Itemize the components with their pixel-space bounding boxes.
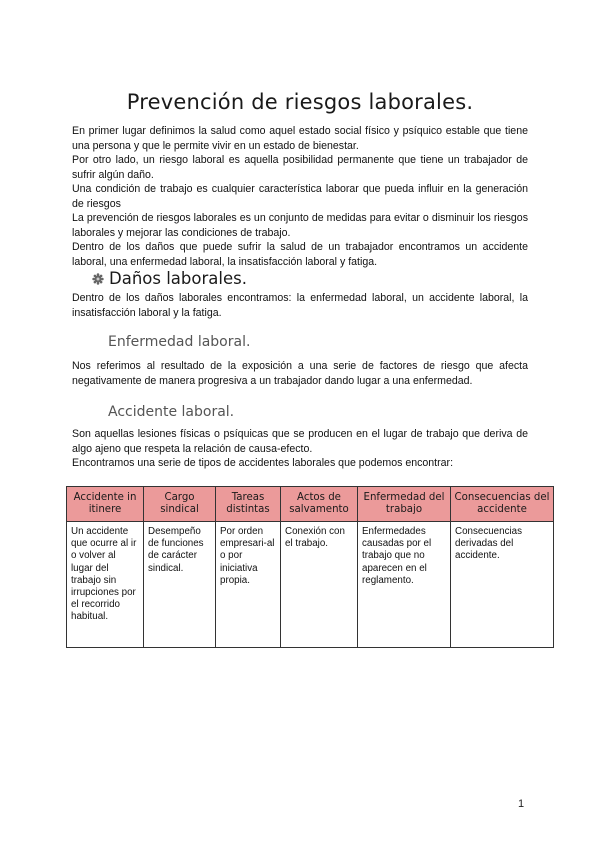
heading-accidente-laboral: Accidente laboral. — [108, 404, 235, 420]
intro-text — [72, 124, 528, 269]
danos-text — [72, 291, 528, 320]
header-enfermedad-del-trabajo: Enfermedad del trabajo — [358, 487, 451, 522]
page-number: 1 — [518, 798, 525, 810]
enfermedad-text — [72, 359, 528, 388]
header-tareas-distintas: Tareas distintas — [216, 487, 281, 522]
table-cell: Por orden empresari-al o por iniciativa propia. — [216, 522, 281, 648]
heading-danos-laborales — [92, 269, 247, 288]
table-cell: Enfermedades causadas por el trabajo que no aparecen en el reglamento. — [358, 522, 451, 648]
table-cell: Desempeño de funciones de carácter sindical. — [144, 522, 216, 648]
paragraph-accidente: Son aquellas lesiones físicas o psíquicas que se producen en el lugar de trabajo que deriva de algo ajeno que respeta la relación de causa-efecto. — [72, 428, 528, 455]
table-cell: Un accidente que ocurre al ir o volver al lugar del trabajo sin irrupciones por el recorrido habitual. — [67, 522, 144, 648]
gear-bullet-icon — [92, 273, 104, 285]
paragraph-tipos: Encontramos una serie de tipos de accidentes laborales que podemos encontrar: — [72, 457, 454, 469]
paragraph-condicion: Una condición de trabajo es cualquier característica laborar que pueda influir en la generación de riesgos — [72, 183, 528, 210]
paragraph-riesgo: Por otro lado, un riesgo laboral es aquella posibilidad permanente que tiene un trabajador de sufrir algún daño. — [72, 154, 528, 181]
accidente-text — [72, 427, 528, 471]
paragraph-salud: En primer lugar definimos la salud como aquel estado social físico y psíquico estable que tiene una persona y que le permite vivir en un estado de bienestar. — [72, 125, 528, 152]
table-row — [67, 522, 554, 648]
page-title: Prevención de riesgos laborales. — [126, 90, 474, 114]
table-cell: Conexión con el trabajo. — [281, 522, 358, 648]
accident-types-table — [66, 486, 554, 648]
heading-enfermedad-laboral: Enfermedad laboral. — [108, 334, 251, 350]
header-actos-de-salvamento: Actos de salvamento — [281, 487, 358, 522]
paragraph-danos-intro: Dentro de los daños que puede sufrir la salud de un trabajador encontramos un accidente laboral, una enfermedad laboral, la insatisfacción laboral y fatiga. — [72, 241, 528, 268]
paragraph-enfermedad: Nos referimos al resultado de la exposición a una serie de factores de riesgo que afecta negativamente de manera progresiva a un trabajador dando lugar a una enfermedad. — [72, 360, 528, 387]
header-consecuencias-del-accidente: Consecuencias del accidente — [451, 487, 554, 522]
header-cargo-sindical: Cargo sindical — [144, 487, 216, 522]
table-header-row — [67, 487, 554, 522]
paragraph-prevencion: La prevención de riesgos laborales es un conjunto de medidas para evitar o disminuir los riesgos laborales y mejorar las condiciones de trabajo. — [72, 212, 528, 239]
heading-text: Daños laborales. — [109, 269, 247, 288]
header-accidente-in-itinere: Accidente in itinere — [67, 487, 144, 522]
table-cell: Consecuencias derivadas del accidente. — [451, 522, 554, 648]
paragraph-danos: Dentro de los daños laborales encontramos: la enfermedad laboral, un accidente laboral, la insatisfacción laboral y la fatiga. — [72, 292, 528, 319]
